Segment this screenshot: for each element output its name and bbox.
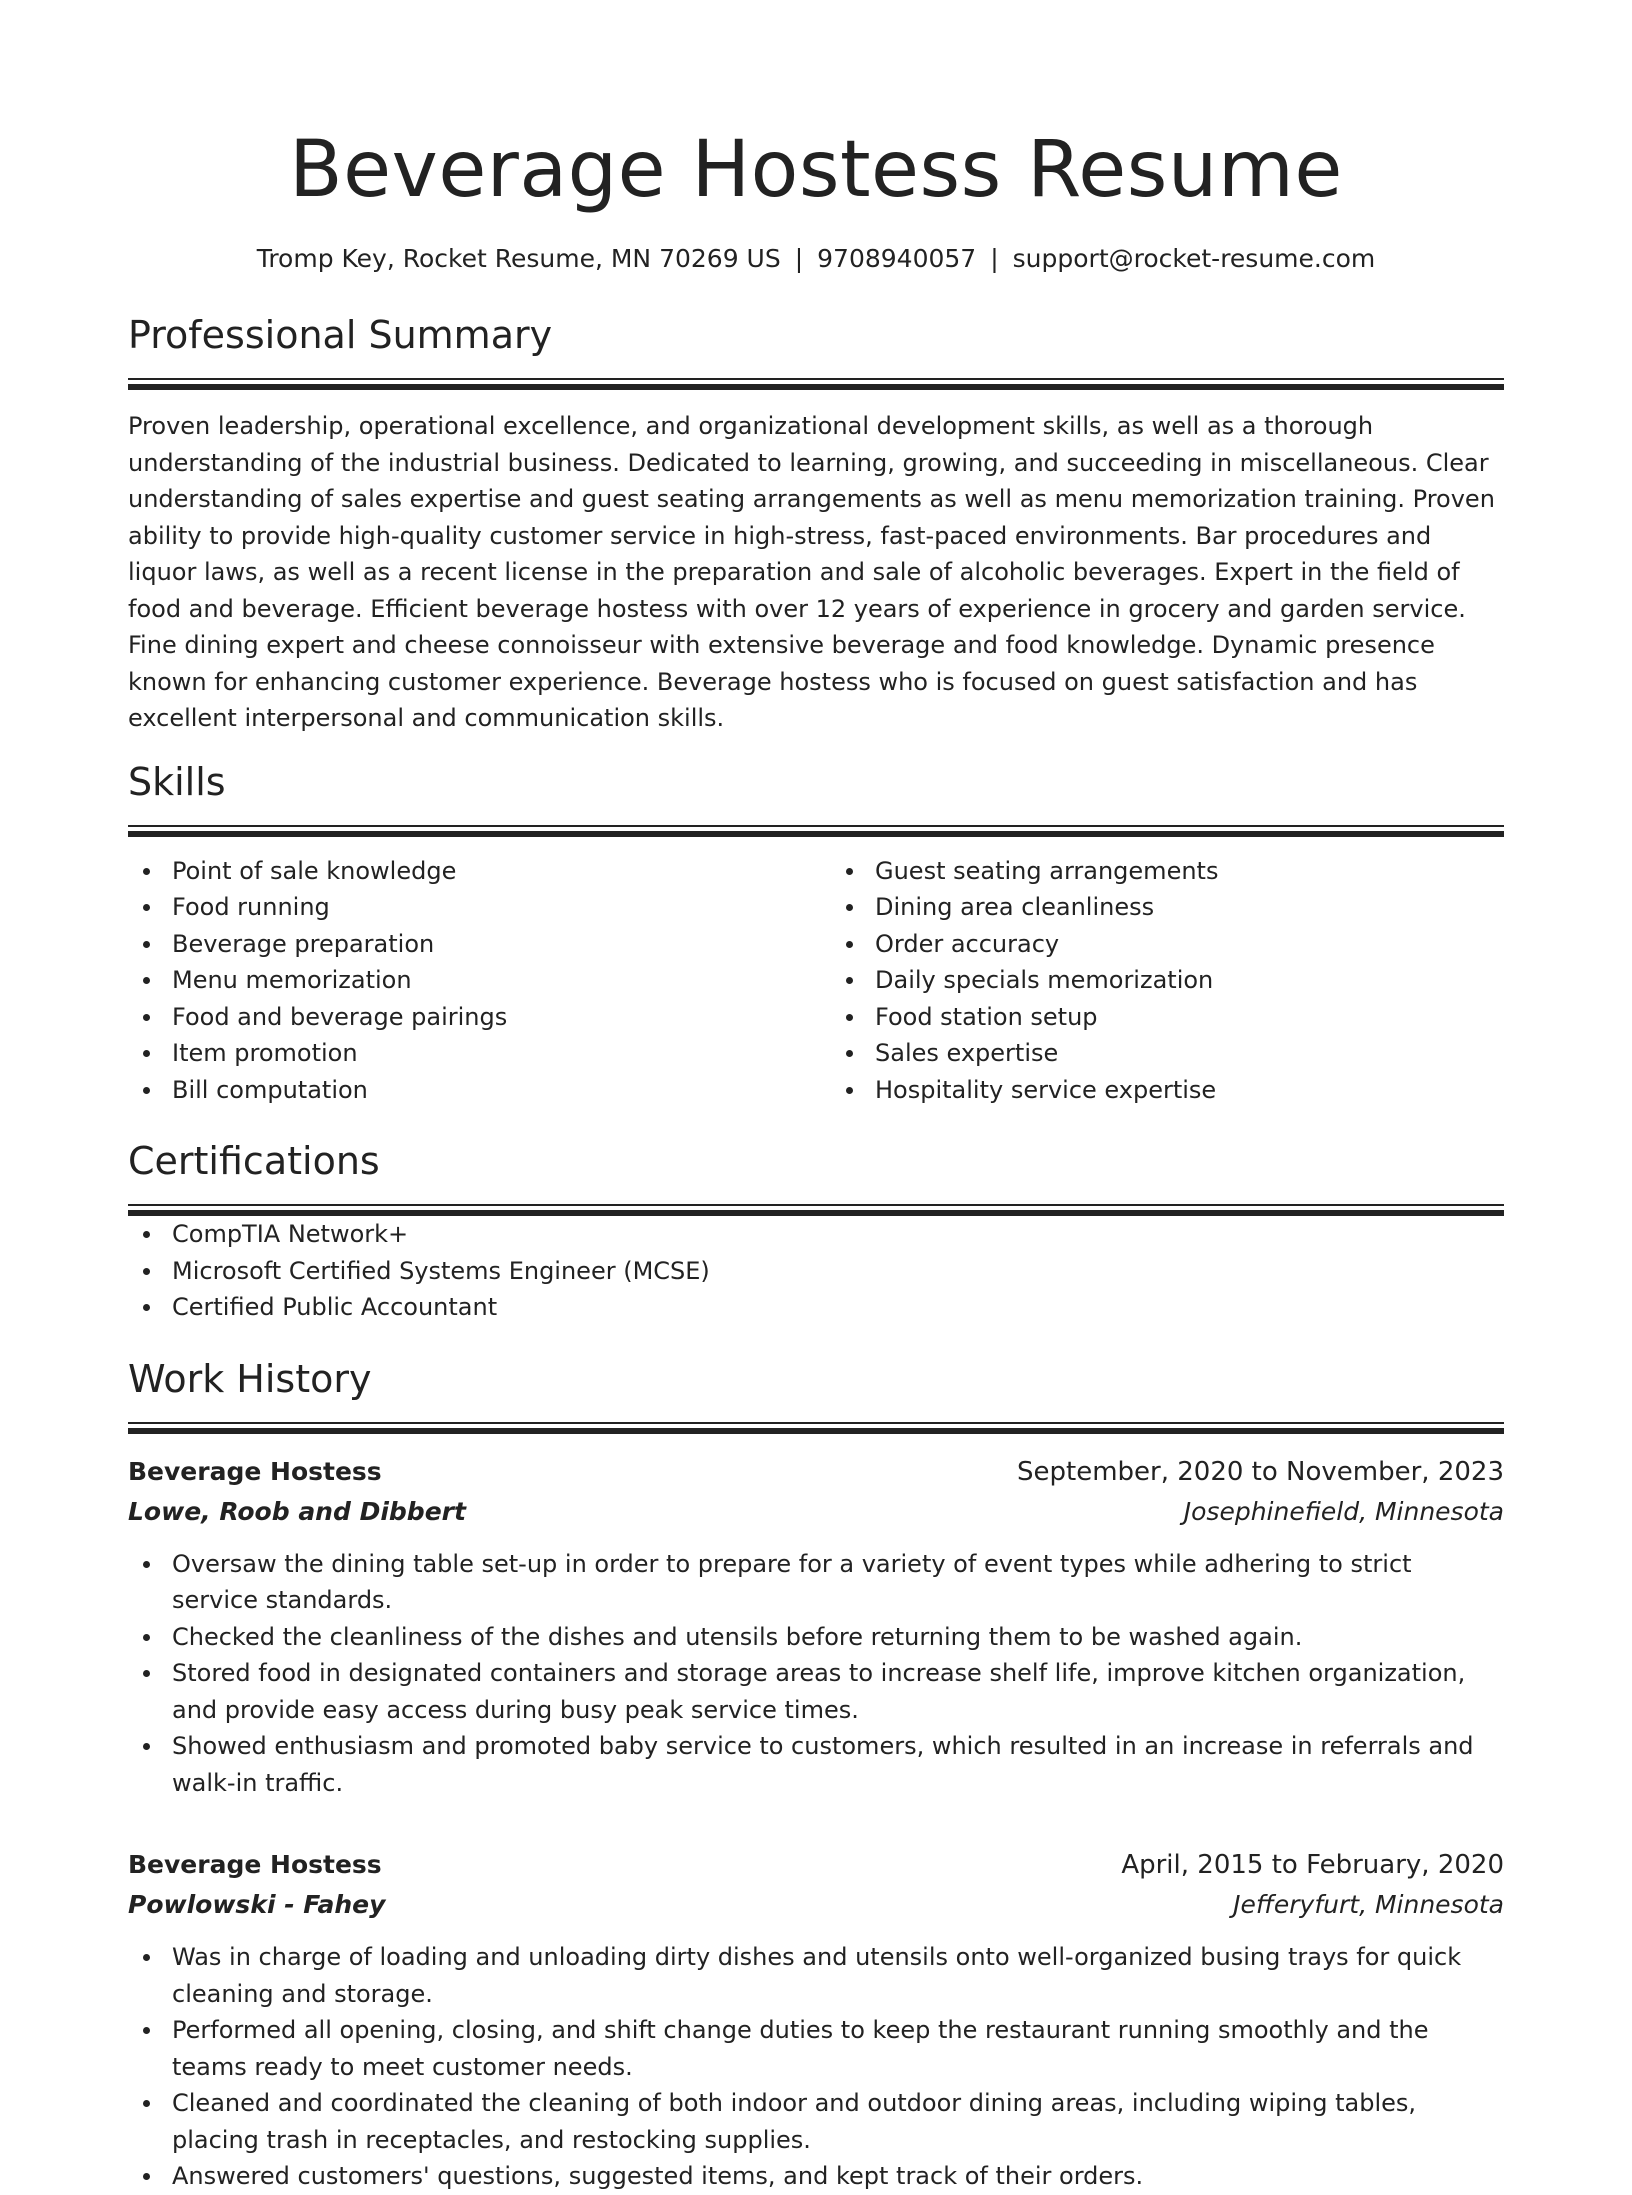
section-divider xyxy=(128,825,1504,837)
skills-section xyxy=(128,759,1504,1109)
job-company: Lowe, Roob and Dibbert xyxy=(128,1496,466,1526)
job-duty: Stored food in designated containers and storage areas to increase shelf life, improve kitchen organization, and provide easy access during busy peak service times. xyxy=(128,1655,1504,1728)
section-heading-certifications: Certifications xyxy=(128,1139,380,1183)
contact-separator: | xyxy=(990,244,999,273)
job-duty: Performed all opening, closing, and shift change duties to keep the restaurant running smoothly and the teams ready to meet customer needs. xyxy=(128,2012,1504,2085)
job-duty: Was in charge of loading and unloading dirty dishes and utensils onto well-organized busing trays for quick cleaning and storage. xyxy=(128,1939,1504,2012)
job-location: Jefferyfurt, Minnesota xyxy=(1233,1890,1504,1919)
skill-item: Guest seating arrangements xyxy=(831,853,1504,890)
section-heading-skills: Skills xyxy=(128,759,226,804)
summary-text: Proven leadership, operational excellence, and organizational development skills, as well as a thorough understanding of the industrial business. Dedicated to learning, growing, and succeeding in miscellaneous. Clear understanding of sales expertise and guest seating arrangements as well as menu memorization training. Proven ability to provide high-quality customer service in high-stress, fast-paced environments. Bar procedures and liquor laws, as well as a recent license in the preparation and sale of alcoholic beverages. Expert in the field of food and beverage. Efficient beverage hostess with over 12 years of experience in grocery and garden service. Fine dining expert and cheese connoisseur with extensive beverage and food knowledge. Dynamic presence known for enhancing customer experience. Beverage hostess who is focused on guest satisfaction and has excellent interpersonal and communication skills. xyxy=(128,412,1495,732)
skill-item: Dining area cleanliness xyxy=(831,889,1504,926)
contact-line xyxy=(128,242,1504,276)
contact-phone: 9708940057 xyxy=(817,244,977,273)
job-duty: Answered customers' questions, suggested items, and kept track of their orders. xyxy=(128,2158,1504,2195)
job-duties-list xyxy=(128,1546,1504,1802)
skill-item: Order accuracy xyxy=(831,926,1504,963)
section-divider xyxy=(128,1422,1504,1434)
skills-list-right xyxy=(831,853,1504,1109)
job-company-row xyxy=(128,1492,1504,1532)
skill-item: Beverage preparation xyxy=(128,926,801,963)
skill-item: Bill computation xyxy=(128,1072,801,1109)
skill-item: Food station setup xyxy=(831,999,1504,1036)
job-duties-list xyxy=(128,1939,1504,2195)
contact-email: support@rocket-resume.com xyxy=(1012,244,1376,273)
job-dates: September, 2020 to November, 2023 xyxy=(1017,1456,1504,1487)
job-duty: Cleaned and coordinated the cleaning of both indoor and outdoor dining areas, including wiping tables, placing trash in receptacles, and restocking supplies. xyxy=(128,2085,1504,2158)
job-title: Beverage Hostess xyxy=(128,1850,382,1879)
contact-separator: | xyxy=(794,244,804,273)
job-duty: Showed enthusiasm and promoted baby service to customers, which resulted in an increase in referrals and walk-in traffic. xyxy=(128,1728,1504,1801)
section-heading-work-history: Work History xyxy=(128,1356,372,1401)
section-heading-summary: Professional Summary xyxy=(128,313,553,357)
job-title: Beverage Hostess xyxy=(128,1456,382,1486)
certification-item: Certified Public Accountant xyxy=(128,1289,1504,1326)
job-company-row xyxy=(128,1885,1504,1925)
certifications-section xyxy=(128,1138,1504,1326)
skill-item: Menu memorization xyxy=(128,962,801,999)
work-history-section xyxy=(128,1356,1504,2195)
contact-address: Tromp Key, Rocket Resume, MN 70269 US xyxy=(256,244,781,273)
skill-item: Food and beverage pairings xyxy=(128,999,801,1036)
job-company: Powlowski - Fahey xyxy=(128,1890,386,1919)
resume-title: Beverage Hostess Resume xyxy=(289,125,1343,215)
skill-item: Food running xyxy=(128,889,801,926)
skill-item: Sales expertise xyxy=(831,1035,1504,1072)
summary-section xyxy=(128,312,1504,737)
job-duty: Checked the cleanliness of the dishes and utensils before returning them to be washed again. xyxy=(128,1619,1504,1656)
job-entry xyxy=(128,1452,1504,1802)
job-header-row xyxy=(128,1452,1504,1492)
job-location: Josephinefield, Minnesota xyxy=(1183,1496,1504,1526)
job-dates: April, 2015 to February, 2020 xyxy=(1121,1850,1504,1880)
job-duty: Oversaw the dining table set-up in order to prepare for a variety of event types while adhering to strict service standards. xyxy=(128,1546,1504,1619)
certification-item: CompTIA Network+ xyxy=(128,1216,1504,1253)
skills-grid xyxy=(128,853,1504,1109)
certifications-list xyxy=(128,1216,1504,1326)
skills-list-left xyxy=(128,853,801,1109)
section-divider xyxy=(128,1204,1504,1216)
skill-item: Daily specials memorization xyxy=(831,962,1504,999)
job-header-row xyxy=(128,1845,1504,1885)
job-entry xyxy=(128,1845,1504,2195)
certification-item: Microsoft Certified Systems Engineer (MCSE) xyxy=(128,1253,1504,1290)
skill-item: Item promotion xyxy=(128,1035,801,1072)
section-divider xyxy=(128,378,1504,390)
skill-item: Point of sale knowledge xyxy=(128,853,801,890)
skill-item: Hospitality service expertise xyxy=(831,1072,1504,1109)
